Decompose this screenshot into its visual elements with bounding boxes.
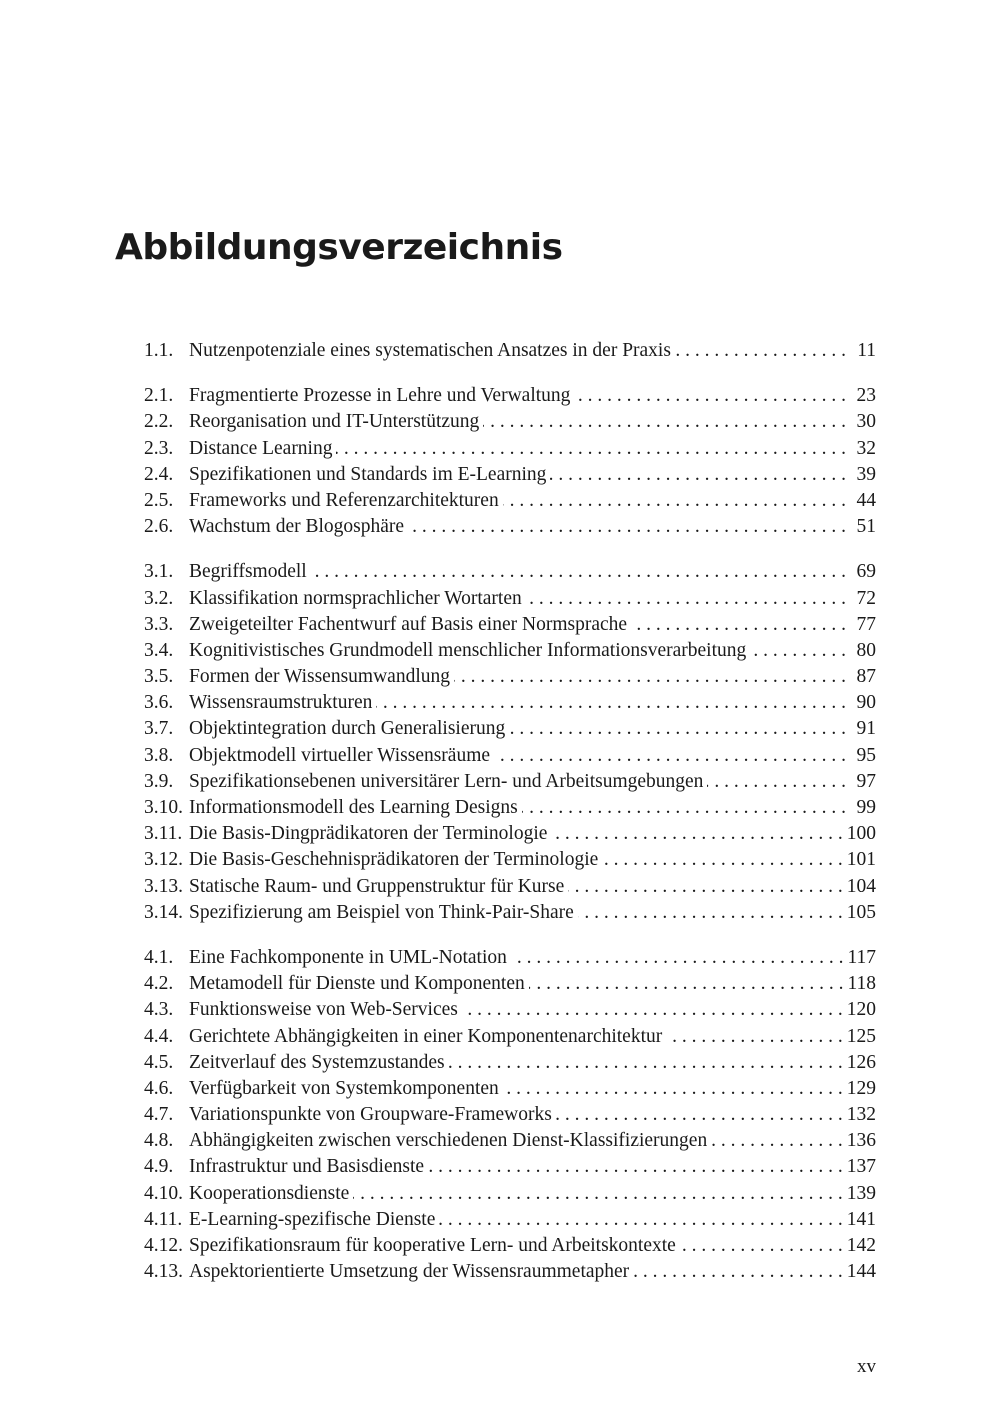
figure-entry[interactable]	[144, 338, 876, 364]
figure-page-number: 101	[846, 849, 876, 871]
figure-title: Spezifikationsraum für kooperative Lern- und Arbeitskontexte	[189, 1235, 676, 1256]
figure-entry[interactable]	[144, 716, 876, 742]
figure-number: 2.1.	[144, 385, 174, 407]
list-of-figures	[144, 338, 876, 1304]
figure-page-number: 141	[846, 1208, 876, 1230]
figure-number: 4.9.	[144, 1156, 174, 1178]
figure-page-number: 129	[846, 1077, 876, 1099]
dot-leader	[509, 716, 846, 742]
figure-title: E-Learning-spezifische Dienste	[189, 1208, 436, 1230]
figure-entry[interactable]	[144, 559, 876, 585]
figure-title: Klassifikation normsprachlicher Wortarten	[189, 587, 522, 609]
figure-number: 2.4.	[144, 463, 174, 485]
figure-title: Wissensraumstrukturen	[189, 692, 373, 714]
figure-title: Infrastruktur und Basisdienste	[189, 1156, 425, 1178]
dot-leader	[526, 586, 846, 612]
page-title: Abbildungsverzeichnis	[115, 227, 563, 268]
dot-leader	[449, 1050, 843, 1076]
figure-title: Nutzenpotenziale eines systematischen Ansatzes in der Praxis	[189, 340, 671, 361]
figure-page-number: 144	[846, 1261, 876, 1283]
dot-leader	[503, 1076, 843, 1102]
figure-number: 1.1.	[144, 340, 174, 361]
dot-leader	[336, 436, 846, 462]
dot-leader	[750, 638, 846, 664]
dot-leader	[483, 409, 846, 435]
figure-number: 4.6.	[144, 1077, 174, 1099]
figure-number: 4.4.	[144, 1025, 174, 1047]
figure-page-number: 77	[856, 613, 876, 635]
figure-number: 2.5.	[144, 489, 174, 511]
figure-entry[interactable]	[144, 586, 876, 612]
figure-page-number: 118	[847, 973, 876, 995]
dot-leader	[602, 847, 842, 873]
figure-number: 2.6.	[144, 516, 174, 538]
figure-page-number: 136	[846, 1130, 876, 1152]
figure-entry[interactable]	[144, 690, 876, 716]
figure-entry[interactable]	[144, 462, 876, 488]
figure-entry[interactable]	[144, 488, 876, 514]
figure-page-number: 104	[846, 875, 876, 897]
dot-leader	[408, 514, 846, 540]
figure-title: Distance Learning	[189, 437, 333, 459]
figure-entry[interactable]	[144, 1233, 876, 1259]
chapter-group	[144, 338, 876, 364]
dot-leader	[578, 900, 843, 926]
figure-page-number: 69	[856, 561, 876, 583]
figure-page-number: 87	[856, 666, 876, 688]
figure-number: 4.2.	[144, 973, 174, 995]
figure-number: 2.2.	[144, 411, 174, 433]
dot-leader	[707, 769, 846, 795]
figure-page-number: 120	[846, 999, 876, 1021]
figure-page-number: 90	[856, 692, 876, 714]
figure-number: 4.5.	[144, 1051, 174, 1073]
figure-entry[interactable]	[144, 409, 876, 435]
figure-number: 3.9.	[144, 770, 174, 792]
figure-title: Spezifizierung am Beispiel von Think-Pair-Share	[189, 901, 574, 923]
dot-leader	[503, 488, 846, 514]
figure-entry[interactable]	[144, 1181, 876, 1207]
figure-title: Abhängigkeiten zwischen verschiedenen Dienst-Klassifizierungen	[189, 1130, 708, 1152]
dot-leader	[494, 743, 846, 769]
dot-leader	[568, 874, 842, 900]
figure-number: 3.6.	[144, 692, 174, 714]
dot-leader	[633, 1259, 843, 1285]
figure-number: 3.7.	[144, 718, 174, 740]
figure-title: Spezifikationen und Standards im E-Learning	[189, 463, 547, 485]
figure-entry[interactable]	[144, 1102, 876, 1128]
dot-leader	[462, 997, 843, 1023]
figure-number: 3.13.	[144, 875, 183, 897]
figure-page-number: 32	[856, 437, 876, 459]
figure-page-number: 51	[856, 516, 876, 538]
figure-entry[interactable]	[144, 900, 876, 926]
figure-page-number: 139	[846, 1182, 876, 1204]
figure-page-number: 137	[846, 1156, 876, 1178]
figure-page-number: 95	[856, 744, 876, 766]
dot-leader	[428, 1154, 843, 1180]
figure-page-number: 11	[857, 340, 876, 361]
dot-leader	[711, 1128, 843, 1154]
figure-number: 4.10.	[144, 1182, 183, 1204]
dot-leader	[631, 612, 846, 638]
figure-title: Zeitverlauf des Systemzustandes	[189, 1051, 445, 1073]
figure-title: Verfügbarkeit von Systemkomponenten	[189, 1077, 499, 1099]
chapter-group	[144, 559, 876, 926]
figure-entry[interactable]	[144, 945, 876, 971]
figure-title: Gerichtete Abhängigkeiten in einer Komponentenarchitektur	[189, 1025, 663, 1047]
figure-number: 3.11.	[144, 823, 183, 845]
dot-leader	[454, 664, 846, 690]
figure-number: 4.7.	[144, 1104, 174, 1126]
figure-entry[interactable]	[144, 1128, 876, 1154]
figure-number: 3.1.	[144, 561, 174, 583]
figure-entry[interactable]	[144, 971, 876, 997]
figure-entry[interactable]	[144, 383, 876, 409]
figure-entry[interactable]	[144, 1259, 876, 1285]
figure-number: 4.13.	[144, 1261, 183, 1283]
figure-entry[interactable]	[144, 769, 876, 795]
figure-title: Objektmodell virtueller Wissensräume	[189, 744, 491, 766]
dot-leader	[680, 1233, 843, 1259]
figure-title: Spezifikationsebenen universitärer Lern- und Arbeitsumgebungen	[189, 770, 704, 792]
figure-page-number: 72	[856, 587, 876, 609]
figure-title: Formen der Wissensumwandlung	[189, 666, 450, 688]
figure-entry[interactable]	[144, 795, 876, 821]
dot-leader	[551, 821, 842, 847]
dot-leader	[311, 559, 846, 585]
figure-title: Variationspunkte von Groupware-Frameworks	[189, 1104, 552, 1126]
figure-page-number: 97	[856, 770, 876, 792]
figure-entry[interactable]	[144, 743, 876, 769]
dot-leader	[522, 795, 846, 821]
figure-entry[interactable]	[144, 874, 876, 900]
dot-leader	[353, 1181, 842, 1207]
figure-number: 3.4.	[144, 639, 174, 661]
figure-title: Statische Raum- und Gruppenstruktur für Kurse	[189, 875, 565, 897]
figure-number: 3.2.	[144, 587, 174, 609]
figure-title: Die Basis-Dingprädikatoren der Terminologie	[189, 823, 548, 845]
dot-leader	[574, 383, 846, 409]
figure-title: Begriffsmodell	[189, 561, 307, 583]
figure-page-number: 23	[856, 385, 876, 407]
figure-title: Objektintegration durch Generalisierung	[189, 718, 506, 740]
figure-title: Funktionsweise von Web-Services	[189, 999, 458, 1021]
figure-number: 4.12.	[144, 1235, 183, 1256]
figure-entry[interactable]	[144, 1050, 876, 1076]
figure-number: 4.11.	[144, 1208, 183, 1230]
figure-page-number: 105	[846, 901, 876, 923]
figure-page-number: 30	[856, 411, 876, 433]
figure-page-number: 125	[846, 1025, 876, 1047]
figure-entry[interactable]	[144, 612, 876, 638]
dot-leader	[439, 1207, 842, 1233]
figure-title: Kognitivistisches Grundmodell menschlicher Informationsverarbeitung	[189, 639, 747, 661]
figure-number: 3.8.	[144, 744, 174, 766]
figure-page-number: 44	[856, 489, 876, 511]
dot-leader	[675, 338, 846, 364]
dot-leader	[529, 971, 844, 997]
figure-entry[interactable]	[144, 1024, 876, 1050]
figure-number: 4.1.	[144, 946, 174, 968]
figure-entry[interactable]	[144, 1207, 876, 1233]
figure-number: 3.10.	[144, 797, 183, 818]
figure-title: Metamodell für Dienste und Komponenten	[189, 973, 525, 995]
figure-page-number: 132	[846, 1104, 876, 1126]
chapter-group	[144, 383, 876, 540]
figure-title: Eine Fachkomponente in UML-Notation	[189, 946, 507, 968]
figure-title: Kooperationsdienste	[189, 1182, 350, 1204]
figure-title: Fragmentierte Prozesse in Lehre und Verwaltung	[189, 385, 571, 407]
figure-entry[interactable]	[144, 997, 876, 1023]
figure-number: 4.8.	[144, 1130, 174, 1152]
figure-page-number: 100	[846, 823, 876, 845]
figure-title: Aspektorientierte Umsetzung der Wissensraummetapher	[189, 1261, 630, 1283]
figure-number: 3.5.	[144, 666, 174, 688]
figure-number: 3.3.	[144, 613, 174, 635]
figure-number: 3.12.	[144, 849, 183, 871]
figure-entry[interactable]	[144, 847, 876, 873]
figure-page-number: 99	[856, 797, 876, 818]
figure-number: 4.3.	[144, 999, 174, 1021]
figure-number: 2.3.	[144, 437, 174, 459]
figure-number: 3.14.	[144, 901, 183, 923]
figure-entry[interactable]	[144, 638, 876, 664]
figure-page-number: 126	[846, 1051, 876, 1073]
figure-page-number: 117	[847, 946, 876, 968]
figure-page-number: 91	[856, 718, 876, 740]
page-number: xv	[857, 1356, 876, 1377]
dot-leader	[666, 1024, 843, 1050]
figure-page-number: 39	[856, 463, 876, 485]
figure-title: Zweigeteilter Fachentwurf auf Basis einer Normsprache	[189, 613, 628, 635]
figure-entry[interactable]	[144, 664, 876, 690]
figure-page-number: 142	[846, 1235, 876, 1256]
figure-page-number: 80	[856, 639, 876, 661]
figure-title: Reorganisation und IT-Unterstützung	[189, 411, 480, 433]
figure-entry[interactable]	[144, 1076, 876, 1102]
dot-leader	[511, 945, 844, 971]
figure-entry[interactable]	[144, 1154, 876, 1180]
figure-title: Frameworks und Referenzarchitekturen	[189, 489, 499, 511]
dot-leader	[556, 1102, 843, 1128]
figure-entry[interactable]	[144, 514, 876, 540]
figure-title: Wachstum der Blogosphäre	[189, 516, 405, 538]
figure-entry[interactable]	[144, 821, 876, 847]
figure-entry[interactable]	[144, 436, 876, 462]
chapter-group	[144, 945, 876, 1285]
figure-title: Die Basis-Geschehnisprädikatoren der Terminologie	[189, 849, 599, 871]
dot-leader	[550, 462, 846, 488]
figure-title: Informationsmodell des Learning Designs	[189, 797, 518, 818]
dot-leader	[376, 690, 846, 716]
